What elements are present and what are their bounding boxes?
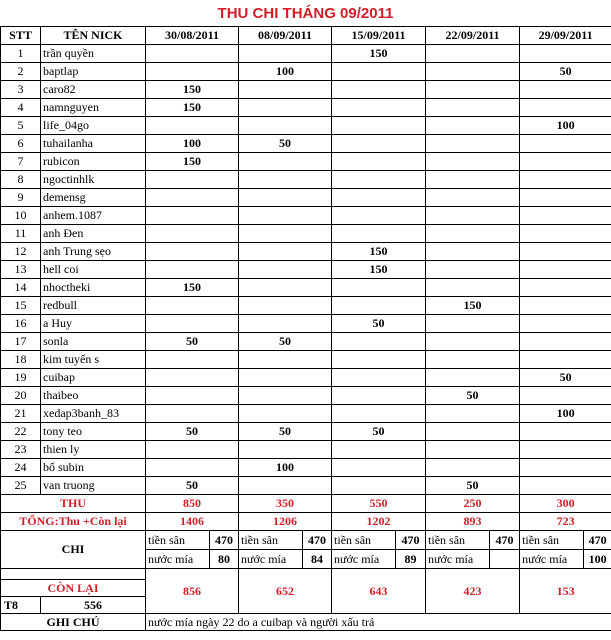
ghichu-row <box>1 614 611 631</box>
row-amount: 100 <box>239 63 332 81</box>
conlai-value: 643 <box>332 569 426 614</box>
row-amount <box>520 189 611 207</box>
table-row <box>1 243 611 261</box>
spacer-cell <box>1 569 146 580</box>
row-amount: 150 <box>146 81 239 99</box>
row-amount <box>332 153 426 171</box>
row-amount <box>426 459 520 477</box>
header-date: 08/09/2011 <box>239 27 332 45</box>
row-stt: 20 <box>1 387 41 405</box>
row-amount <box>520 225 611 243</box>
tong-value: 1406 <box>146 513 239 531</box>
row-stt: 12 <box>1 243 41 261</box>
row-amount <box>239 369 332 387</box>
row-amount <box>239 45 332 63</box>
t8-label: T8 <box>1 597 41 614</box>
row-stt: 9 <box>1 189 41 207</box>
table-row <box>1 117 611 135</box>
row-amount <box>239 297 332 315</box>
row-amount: 150 <box>332 243 426 261</box>
row-amount <box>146 297 239 315</box>
row-amount <box>520 333 611 351</box>
row-amount <box>332 477 426 495</box>
t8-value: 556 <box>41 597 146 614</box>
row-amount <box>239 261 332 279</box>
header-date: 22/09/2011 <box>426 27 520 45</box>
row-amount <box>426 333 520 351</box>
chi-item-value: 80 <box>210 550 239 569</box>
row-amount <box>239 225 332 243</box>
row-amount: 150 <box>332 45 426 63</box>
row-nick: namnguyen <box>41 99 146 117</box>
thu-row <box>1 495 611 513</box>
row-stt: 24 <box>1 459 41 477</box>
row-amount: 150 <box>146 279 239 297</box>
row-stt: 25 <box>1 477 41 495</box>
conlai-label: CÒN LẠI <box>1 580 146 597</box>
row-amount <box>520 297 611 315</box>
tong-value: 723 <box>520 513 611 531</box>
header-date: 29/09/2011 <box>520 27 611 45</box>
row-stt: 14 <box>1 279 41 297</box>
row-amount <box>332 63 426 81</box>
conlai-value: 652 <box>239 569 332 614</box>
chi-item-value: 470 <box>584 531 611 550</box>
row-nick: thaibeo <box>41 387 146 405</box>
row-amount <box>332 333 426 351</box>
row-amount <box>239 405 332 423</box>
row-amount <box>520 261 611 279</box>
row-stt: 23 <box>1 441 41 459</box>
row-amount: 50 <box>332 315 426 333</box>
row-stt: 1 <box>1 45 41 63</box>
row-amount <box>426 225 520 243</box>
row-amount <box>239 387 332 405</box>
row-amount: 50 <box>520 63 611 81</box>
table-row <box>1 207 611 225</box>
row-stt: 7 <box>1 153 41 171</box>
chi-item-label: tiền sân <box>426 531 490 550</box>
chi-item-value: 84 <box>303 550 332 569</box>
row-amount <box>426 315 520 333</box>
row-nick: tony teo <box>41 423 146 441</box>
row-nick: caro82 <box>41 81 146 99</box>
row-stt: 5 <box>1 117 41 135</box>
ghichu-label: GHI CHÚ <box>1 614 146 631</box>
row-amount <box>239 351 332 369</box>
row-amount <box>239 171 332 189</box>
chi-item-value: 100 <box>584 550 611 569</box>
table-row <box>1 81 611 99</box>
row-amount: 150 <box>146 153 239 171</box>
row-stt: 17 <box>1 333 41 351</box>
row-amount: 50 <box>239 333 332 351</box>
row-amount <box>520 459 611 477</box>
row-nick: cuibap <box>41 369 146 387</box>
row-nick: ngoctinhlk <box>41 171 146 189</box>
row-amount: 50 <box>146 477 239 495</box>
row-amount <box>520 153 611 171</box>
sheet-title: THU CHI THÁNG 09/2011 <box>217 5 394 22</box>
header-date: 15/09/2011 <box>332 27 426 45</box>
row-stt: 3 <box>1 81 41 99</box>
row-amount <box>426 153 520 171</box>
row-stt: 21 <box>1 405 41 423</box>
header-stt: STT <box>1 27 41 45</box>
thu-value: 250 <box>426 495 520 513</box>
row-amount <box>332 351 426 369</box>
table-row <box>1 45 611 63</box>
table-row <box>1 189 611 207</box>
row-amount <box>332 405 426 423</box>
row-amount <box>426 81 520 99</box>
row-nick: hell coi <box>41 261 146 279</box>
row-stt: 2 <box>1 63 41 81</box>
row-amount <box>239 243 332 261</box>
chi-item-value: 470 <box>210 531 239 550</box>
table-row <box>1 135 611 153</box>
row-amount <box>239 279 332 297</box>
row-amount <box>520 243 611 261</box>
row-amount <box>426 45 520 63</box>
row-amount <box>146 225 239 243</box>
row-amount <box>520 81 611 99</box>
thu-value: 850 <box>146 495 239 513</box>
chi-item-label: nước mía <box>332 550 396 569</box>
row-stt: 19 <box>1 369 41 387</box>
row-amount <box>239 441 332 459</box>
table-row <box>1 279 611 297</box>
chi-item-value: 89 <box>396 550 426 569</box>
row-amount <box>426 243 520 261</box>
row-amount: 100 <box>239 459 332 477</box>
conlai-value: 153 <box>520 569 611 614</box>
spacer-row <box>1 569 611 580</box>
table-row <box>1 405 611 423</box>
row-nick: kim tuyến s <box>41 351 146 369</box>
thu-label: THU <box>1 495 146 513</box>
row-nick: baptlap <box>41 63 146 81</box>
row-amount <box>426 117 520 135</box>
tong-value: 1206 <box>239 513 332 531</box>
table-row <box>1 423 611 441</box>
row-stt: 4 <box>1 99 41 117</box>
table-row <box>1 99 611 117</box>
row-stt: 16 <box>1 315 41 333</box>
row-amount <box>520 45 611 63</box>
row-amount <box>426 189 520 207</box>
row-amount <box>426 207 520 225</box>
row-amount <box>332 225 426 243</box>
row-amount: 50 <box>520 369 611 387</box>
table-row <box>1 315 611 333</box>
chi-item-value <box>490 550 520 569</box>
row-amount <box>426 441 520 459</box>
row-amount: 100 <box>520 405 611 423</box>
table-row <box>1 459 611 477</box>
row-nick: thien ly <box>41 441 146 459</box>
row-amount <box>146 207 239 225</box>
row-stt: 13 <box>1 261 41 279</box>
row-amount <box>332 459 426 477</box>
row-nick: life_04go <box>41 117 146 135</box>
row-amount <box>426 405 520 423</box>
row-amount <box>426 135 520 153</box>
row-amount <box>426 369 520 387</box>
row-amount <box>332 81 426 99</box>
row-nick: redbull <box>41 297 146 315</box>
header-date: 30/08/2011 <box>146 27 239 45</box>
table-row <box>1 297 611 315</box>
row-amount: 50 <box>239 423 332 441</box>
row-amount <box>332 441 426 459</box>
row-nick: rubicon <box>41 153 146 171</box>
row-nick: bố subin <box>41 459 146 477</box>
table-row <box>1 63 611 81</box>
thu-value: 300 <box>520 495 611 513</box>
row-amount <box>239 315 332 333</box>
row-amount <box>332 135 426 153</box>
conlai-value: 856 <box>146 569 239 614</box>
row-amount <box>239 81 332 99</box>
row-amount <box>146 117 239 135</box>
row-amount: 150 <box>426 297 520 315</box>
chi-item-label: tiền sân <box>239 531 303 550</box>
row-amount: 150 <box>146 99 239 117</box>
chi-row-a <box>1 531 611 550</box>
row-amount <box>239 207 332 225</box>
row-amount <box>146 243 239 261</box>
row-nick: anh Trung sẹo <box>41 243 146 261</box>
chi-item-value: 470 <box>303 531 332 550</box>
row-stt: 22 <box>1 423 41 441</box>
row-amount: 100 <box>146 135 239 153</box>
table-row <box>1 225 611 243</box>
row-amount <box>520 279 611 297</box>
chi-item-label: nước mía <box>520 550 584 569</box>
table-row <box>1 351 611 369</box>
chi-item-value: 470 <box>396 531 426 550</box>
row-nick: anhem.1087 <box>41 207 146 225</box>
row-amount <box>520 171 611 189</box>
row-amount <box>520 315 611 333</box>
row-nick: anh Đen <box>41 225 146 243</box>
row-amount <box>520 387 611 405</box>
row-amount <box>146 189 239 207</box>
table-row <box>1 261 611 279</box>
row-amount: 50 <box>332 423 426 441</box>
row-amount <box>239 117 332 135</box>
row-amount <box>146 387 239 405</box>
row-amount <box>239 477 332 495</box>
row-amount <box>332 297 426 315</box>
row-nick: a Huy <box>41 315 146 333</box>
ghichu-text: nước mía ngày 22 do a cuibap và người xấu trả <box>146 614 611 631</box>
row-amount <box>520 423 611 441</box>
row-amount <box>520 135 611 153</box>
row-amount <box>332 207 426 225</box>
row-stt: 10 <box>1 207 41 225</box>
table-row <box>1 477 611 495</box>
row-amount <box>332 99 426 117</box>
row-amount <box>239 99 332 117</box>
row-amount <box>426 63 520 81</box>
row-amount: 50 <box>146 423 239 441</box>
tong-row <box>1 513 611 531</box>
row-amount <box>146 63 239 81</box>
row-amount <box>332 171 426 189</box>
header-row <box>1 27 611 45</box>
chi-item-value: 470 <box>490 531 520 550</box>
row-amount <box>520 207 611 225</box>
row-nick: tuhailanha <box>41 135 146 153</box>
tong-value: 893 <box>426 513 520 531</box>
row-amount <box>146 369 239 387</box>
row-nick: nhoctheki <box>41 279 146 297</box>
thu-value: 350 <box>239 495 332 513</box>
row-amount <box>332 369 426 387</box>
row-amount: 150 <box>332 261 426 279</box>
table-row <box>1 171 611 189</box>
row-nick: van truong <box>41 477 146 495</box>
row-amount <box>146 171 239 189</box>
row-nick: xedap3banh_83 <box>41 405 146 423</box>
row-amount: 50 <box>426 387 520 405</box>
table-row <box>1 441 611 459</box>
row-amount <box>426 171 520 189</box>
row-amount <box>239 189 332 207</box>
table-row <box>1 333 611 351</box>
conlai-value: 423 <box>426 569 520 614</box>
row-amount <box>426 279 520 297</box>
row-amount <box>146 315 239 333</box>
row-stt: 18 <box>1 351 41 369</box>
row-stt: 6 <box>1 135 41 153</box>
row-amount <box>520 351 611 369</box>
row-amount <box>332 387 426 405</box>
header-nick: TÊN NICK <box>41 27 146 45</box>
row-nick: sonla <box>41 333 146 351</box>
row-amount <box>332 117 426 135</box>
chi-item-label: tiền sân <box>332 531 396 550</box>
table-row <box>1 369 611 387</box>
tong-label: TỔNG:Thu +Còn lại <box>1 513 146 531</box>
row-amount <box>520 99 611 117</box>
row-stt: 15 <box>1 297 41 315</box>
row-stt: 11 <box>1 225 41 243</box>
row-amount: 100 <box>520 117 611 135</box>
row-amount <box>146 459 239 477</box>
row-amount <box>332 189 426 207</box>
row-amount <box>146 441 239 459</box>
row-amount: 50 <box>239 135 332 153</box>
row-amount: 50 <box>426 477 520 495</box>
row-amount <box>426 99 520 117</box>
row-amount <box>426 423 520 441</box>
row-nick: trần quyền <box>41 45 146 63</box>
row-amount <box>146 405 239 423</box>
row-amount <box>146 45 239 63</box>
chi-item-label: nước mía <box>426 550 490 569</box>
tong-value: 1202 <box>332 513 426 531</box>
chi-item-label: tiền sân <box>520 531 584 550</box>
chi-item-label: nước mía <box>146 550 210 569</box>
row-amount <box>146 351 239 369</box>
row-amount <box>146 261 239 279</box>
row-amount <box>332 279 426 297</box>
chi-label: CHI <box>1 531 146 569</box>
table-row <box>1 153 611 171</box>
finance-table <box>0 26 611 631</box>
row-amount <box>520 477 611 495</box>
thu-value: 550 <box>332 495 426 513</box>
chi-item-label: nước mía <box>239 550 303 569</box>
table-row <box>1 387 611 405</box>
row-amount: 50 <box>146 333 239 351</box>
row-amount <box>426 351 520 369</box>
row-amount <box>520 441 611 459</box>
row-amount <box>426 261 520 279</box>
chi-item-label: tiền sân <box>146 531 210 550</box>
row-amount <box>239 153 332 171</box>
row-stt: 8 <box>1 171 41 189</box>
row-nick: demensg <box>41 189 146 207</box>
